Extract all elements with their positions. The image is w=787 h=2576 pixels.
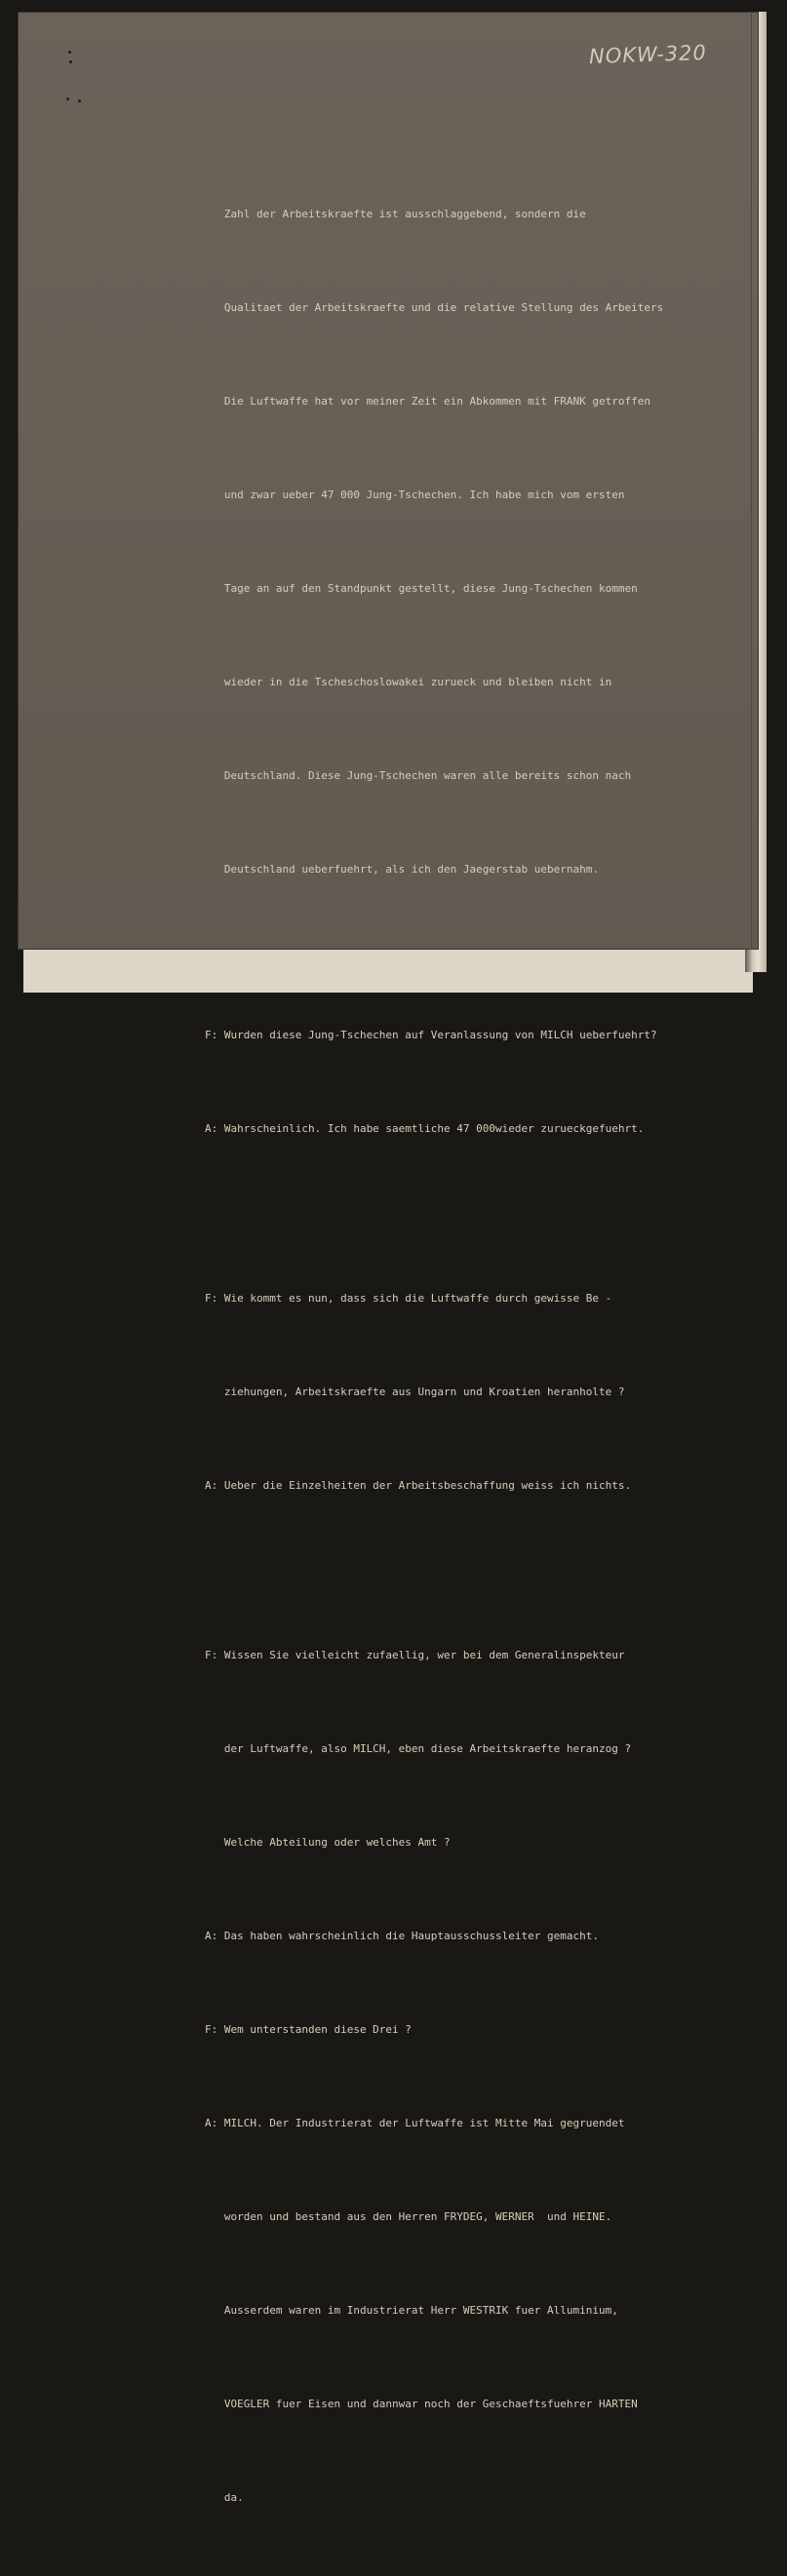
- text-line: Zahl der Arbeitskraefte ist ausschlaggebend, sondern die: [205, 208, 586, 220]
- answer-line: A: MILCH. Der Industrierat der Luftwaffe ist Mitte Mai gegruendet: [205, 2117, 625, 2129]
- punch-mark: [66, 98, 69, 100]
- page-crease: [751, 12, 752, 950]
- text-line: und zwar ueber 47 000 Jung-Tschechen. Ich habe mich vom ersten: [205, 488, 625, 501]
- text-line: VOEGLER fuer Eisen und dannwar noch der Geschaeftsfuehrer HARTEN: [205, 2398, 638, 2410]
- text-line: Deutschland. Diese Jung-Tschechen waren alle bereits schon nach: [205, 769, 632, 782]
- punch-mark: [68, 51, 71, 54]
- question-line: F: Wem unterstanden diese Drei ?: [205, 2023, 412, 2036]
- text-line: da.: [205, 2491, 244, 2504]
- question-line: F: Wissen Sie vielleicht zufaellig, wer bei dem Generalinspekteur: [205, 1649, 625, 1661]
- question-line: F: Wie kommt es nun, dass sich die Luftwaffe durch gewisse Be -: [205, 1292, 612, 1305]
- text-line: Ausserdem waren im Industrierat Herr WESTRIK fuer Alluminium,: [205, 2304, 618, 2317]
- document-body: [205, 105, 663, 2576]
- answer-line: A: Ueber die Einzelheiten der Arbeitsbeschaffung weiss ich nichts.: [205, 1479, 632, 1492]
- text-line: Welche Abteilung oder welches Amt ?: [205, 1836, 451, 1849]
- question-line: F: Wurden diese Jung-Tschechen auf Veranlassung von MILCH ueberfuehrt?: [205, 1029, 657, 1041]
- text-line: Qualitaet der Arbeitskraefte und die relative Stellung des Arbeiters: [205, 301, 664, 314]
- text-line: ziehungen, Arbeitskraefte aus Ungarn und Kroatien heranholte ?: [205, 1386, 625, 1398]
- text-line: Tage an auf den Standpunkt gestellt, diese Jung-Tschechen kommen: [205, 582, 638, 595]
- text-line: der Luftwaffe, also MILCH, eben diese Arbeitskraefte heranzog ?: [205, 1742, 632, 1755]
- answer-line: A: Das haben wahrscheinlich die Hauptausschussleiter gemacht.: [205, 1930, 599, 1942]
- answer-line: A: Wahrscheinlich. Ich habe saemtliche 47 000wieder zurueckgefuehrt.: [205, 1122, 645, 1135]
- text-line: Die Luftwaffe hat vor meiner Zeit ein Abkommen mit FRANK getroffen: [205, 395, 650, 408]
- document-stamp: NOKW-320: [588, 40, 708, 69]
- text-line: worden und bestand aus den Herren FRYDEG, WERNER und HEINE.: [205, 2210, 612, 2223]
- punch-mark: [69, 60, 72, 63]
- text-line: Deutschland ueberfuehrt, als ich den Jaegerstab uebernahm.: [205, 863, 599, 876]
- punch-mark: [78, 99, 81, 102]
- text-line: wieder in die Tscheschoslowakei zurueck und bleiben nicht in: [205, 676, 612, 688]
